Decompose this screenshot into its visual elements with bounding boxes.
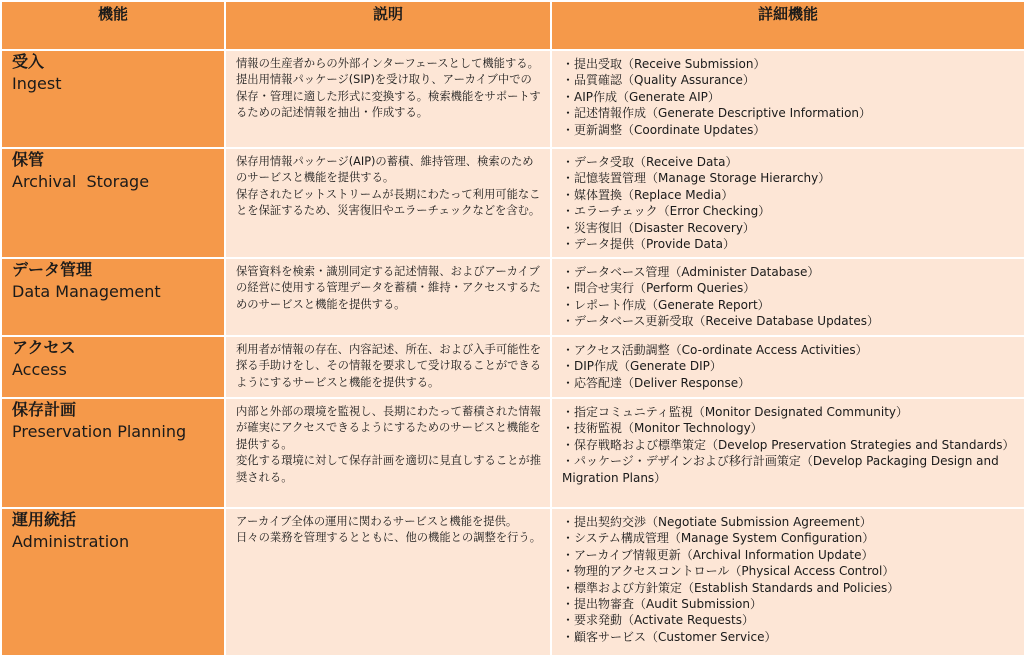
- detail-item: ・ 技術監視（Monitor Technology）: [562, 420, 1018, 436]
- description-text: 保管資料を検索・識別同定する記述情報、およびアーカイブの経営に使用する管理データを蓄積・維持・アクセスするためのサービスと機能を提供する。: [236, 265, 541, 311]
- function-name-en: Preservation Planning: [12, 422, 187, 441]
- detail-item: ・ 災害復旧（Disaster Recovery）: [562, 220, 1018, 236]
- detail-item: ・ 提出物審査（Audit Submission）: [562, 596, 1018, 612]
- detail-item: ・ AIP作成（Generate AIP）: [562, 89, 1018, 105]
- header-row: [1, 1, 1024, 50]
- description-text: 利用者が情報の存在、内容記述、所在、および入手可能性を探る手助けをし、その情報を要求して受け取ることができるようにするサービスと機能を提供する。: [236, 343, 542, 389]
- description-text: 保存用情報パッケージ(AIP)の蓄積、維持管理、検索のためのサービスと機能を提供する。: [236, 155, 534, 185]
- function-cell: [1, 148, 225, 258]
- detail-item: ・ システム構成管理（Manage System Configuration）: [562, 530, 1018, 546]
- detail-item: ・ 指定コミュニティ監視（Monitor Designated Community）: [562, 404, 1018, 420]
- header-function: 機能: [1, 1, 225, 50]
- table-row-preservation-planning: [1, 398, 1024, 508]
- description-text: 日々の業務を管理するとともに、他の機能との調整を行う。: [236, 531, 542, 545]
- detail-item: ・ データベース更新受取（Receive Database Updates）: [562, 313, 1018, 329]
- description-text: 内部と外部の環境を監視し、長期にわたって蓄積された情報が確実にアクセスできるようにするためのサービスと機能を提供する。: [236, 405, 542, 451]
- detail-item: ・ データベース管理（Administer Database）: [562, 264, 1018, 280]
- description-cell: [225, 336, 551, 398]
- function-cell: [1, 50, 225, 148]
- description-cell: [225, 508, 551, 656]
- description-text: アーカイブ全体の運用に関わるサービスと機能を提供。: [236, 515, 518, 528]
- table-row-archival-storage: [1, 148, 1024, 258]
- detail-item: ・ アーカイブ情報更新（Archival Information Update）: [562, 547, 1018, 563]
- table-row-access: [1, 336, 1024, 398]
- detail-item: ・ 物理的アクセスコントロール（Physical Access Control）: [562, 563, 1018, 579]
- description-text: 情報の生産者からの外部インターフェースとして機能する。: [236, 57, 539, 70]
- detail-item: ・ 問合せ実行（Perform Queries）: [562, 280, 1018, 296]
- detail-item: ・ 顧客サービス（Customer Service）: [562, 629, 1018, 645]
- detail-item: ・ 要求発動（Activate Requests）: [562, 612, 1018, 628]
- description-text: 提出用情報パッケージ(SIP)を受け取り、アーカイブ中での保存・管理に適した形式に変換する。検索機能をサポートするための記述情報を抽出・作成する。: [236, 73, 541, 120]
- details-cell: [551, 50, 1024, 148]
- detail-item: ・ データ提供（Provide Data）: [562, 236, 1018, 252]
- detail-item: ・ 記憶装置管理（Manage Storage Hierarchy）: [562, 170, 1018, 186]
- function-name-en: Archival Storage: [12, 172, 150, 191]
- description-text: 保存されたビットストリームが長期にわたって利用可能なことを保証するため、災害復旧やエラーチェックなどを含む。: [236, 187, 541, 218]
- function-name-jp: 保存計画: [12, 400, 77, 419]
- table-row-ingest: [1, 50, 1024, 148]
- function-cell: [1, 508, 225, 656]
- detail-item: ・ 更新調整（Coordinate Updates）: [562, 122, 1018, 138]
- function-cell: [1, 258, 225, 336]
- function-name-jp: アクセス: [12, 338, 76, 357]
- function-name-jp: 保管: [12, 150, 45, 169]
- detail-item: ・ 記述情報作成（Generate Descriptive Information）: [562, 105, 1018, 121]
- function-name-jp: 受入: [12, 52, 45, 71]
- function-name-en: Access: [12, 360, 67, 379]
- description-cell: [225, 398, 551, 508]
- function-name-jp: 運用統括: [12, 510, 77, 529]
- detail-item: ・ 品質確認（Quality Assurance）: [562, 72, 1018, 88]
- function-name-en: Data Management: [12, 282, 161, 301]
- function-name-en: Ingest: [12, 74, 62, 93]
- detail-item: ・ 媒体置換（Replace Media）: [562, 187, 1018, 203]
- detail-item: ・ 提出受取（Receive Submission）: [562, 56, 1018, 72]
- function-cell: [1, 336, 225, 398]
- details-cell: [551, 336, 1024, 398]
- function-name-en: Administration: [12, 532, 130, 551]
- details-cell: [551, 258, 1024, 336]
- header-description: 説明: [225, 1, 551, 50]
- function-name-jp: データ管理: [12, 260, 93, 279]
- detail-item: ・ DIP作成（Generate DIP）: [562, 358, 1018, 374]
- detail-item: ・ 保存戦略および標準策定（Develop Preservation Strategies and Standards）: [562, 437, 1018, 453]
- description-cell: [225, 148, 551, 258]
- detail-item: ・ アクセス活動調整（Co-ordinate Access Activities）: [562, 342, 1018, 358]
- detail-item: ・ 提出契約交渉（Negotiate Submission Agreement）: [562, 514, 1018, 530]
- function-cell: [1, 398, 225, 508]
- table-row-data-management: [1, 258, 1024, 336]
- header-details: 詳細機能: [551, 1, 1024, 50]
- detail-item: ・ エラーチェック（Error Checking）: [562, 203, 1018, 219]
- details-cell: [551, 148, 1024, 258]
- description-cell: [225, 258, 551, 336]
- detail-item: ・ 標準および方針策定（Establish Standards and Policies）: [562, 580, 1018, 596]
- details-cell: [551, 398, 1024, 508]
- description-text: 変化する環境に対して保存計画を適切に見直しすることが推奨される。: [236, 454, 542, 484]
- details-cell: [551, 508, 1024, 656]
- detail-item: ・ データ受取（Receive Data）: [562, 154, 1018, 170]
- description-cell: [225, 50, 551, 148]
- detail-item: ・ レポート作成（Generate Report）: [562, 297, 1018, 313]
- detail-item: ・ パッケージ・デザインおよび移行計画策定（Develop Packaging Design and Migration Plans）: [562, 453, 1018, 486]
- detail-item: ・ 応答配達（Deliver Response）: [562, 375, 1018, 391]
- table-row-administration: [1, 508, 1024, 656]
